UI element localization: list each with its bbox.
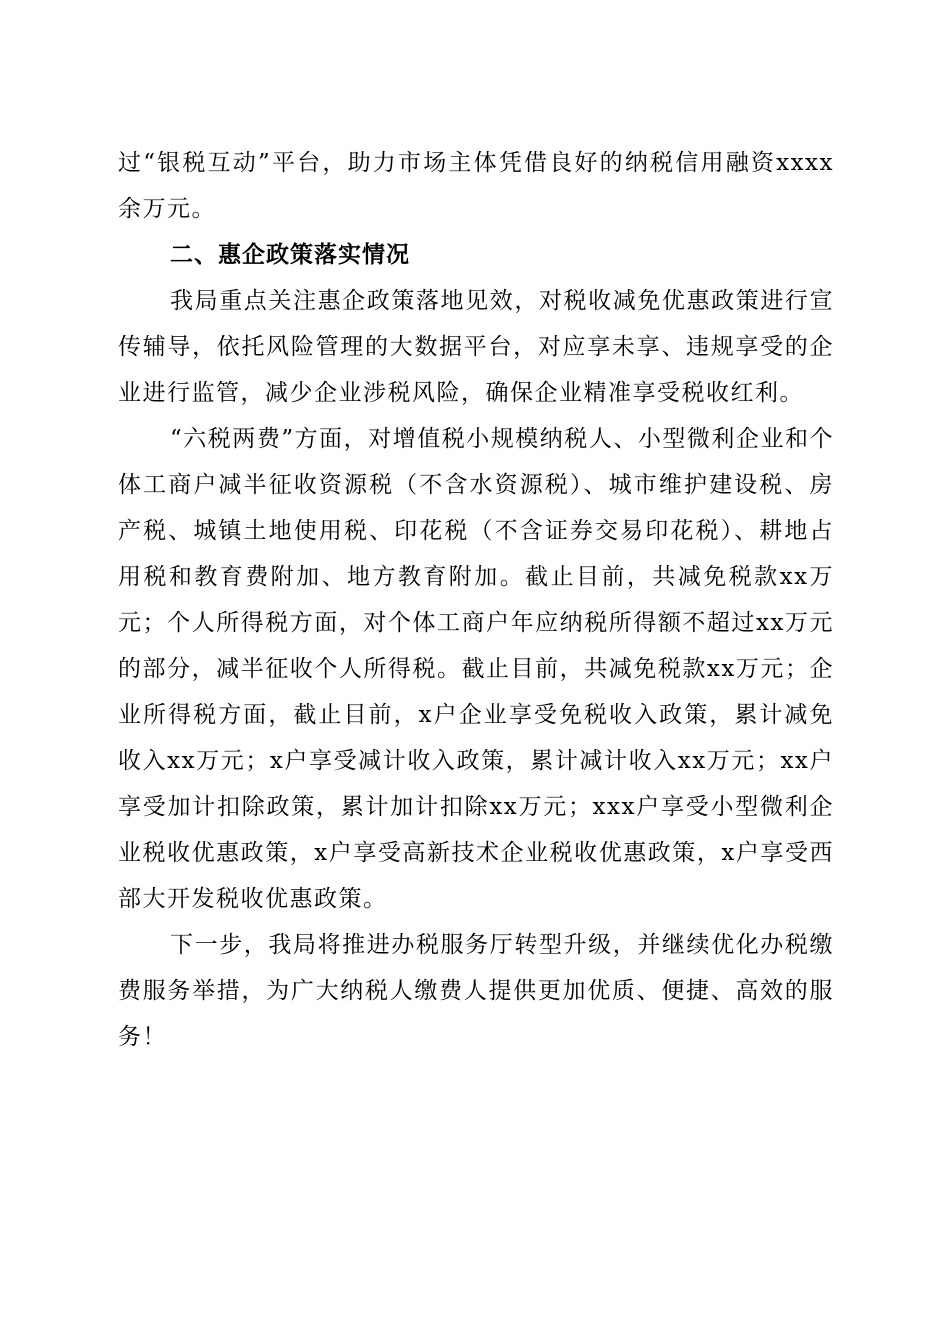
paragraph-continuation: 过“银税互动”平台，助力市场主体凭借良好的纳税信用融资xxxx余万元。 <box>118 150 834 222</box>
document-page <box>118 140 834 1060</box>
paragraph-tax-relief-details: “六税两费”方面，对增值税小规模纳税人、小型微利企业和个体工商户减半征收资源税（不含水资源税）、城市维护建设税、房产税、城镇土地使用税、印花税（不含证券交易印花税）、耕地占用税和教育费附加、地方教育附加。截止目前，共减免税款xx万元；个人所得税方面，对个体工商户年应纳税所得额不超过xx万元的部分，减半征收个人所得税。截止目前，共减免税款xx万元；企业所得税方面，截止目前，x户企业享受免税收入政策，累计减免收入xx万元；x户享受减计收入政策，累计减计收入xx万元；xx户享受加计扣除政策，累计加计扣除xx万元；xxx户享受小型微利企业税收优惠政策，x户享受高新技术企业税收优惠政策，x户享受西部大开发税收优惠政策。 <box>118 426 834 912</box>
section-heading: 二、惠企政策落实情况 <box>170 242 410 268</box>
paragraph-next-steps: 下一步，我局将推进办税服务厅转型升级，并继续优化办税缴费服务举措，为广大纳税人缴费人提供更加优质、便捷、高效的服务！ <box>118 932 834 1050</box>
paragraph-policy-focus: 我局重点关注惠企政策落地见效，对税收减免优惠政策进行宣传辅导，依托风险管理的大数据平台，对应享未享、违规享受的企业进行监管，减少企业涉税风险，确保企业精准享受税收红利。 <box>118 288 834 406</box>
